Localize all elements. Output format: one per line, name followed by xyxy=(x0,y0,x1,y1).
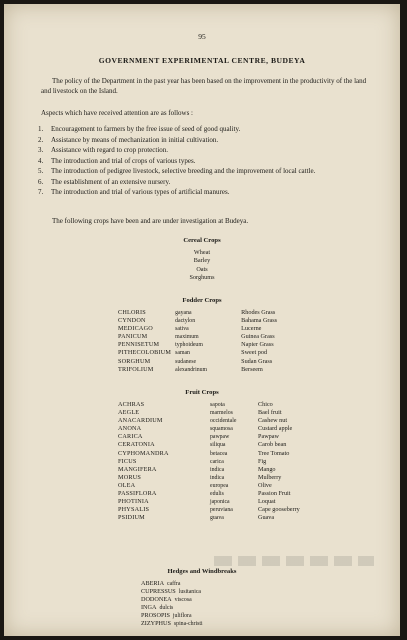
species-cell: squamosa xyxy=(210,426,233,433)
table-row xyxy=(118,317,277,325)
table-row xyxy=(118,333,277,341)
common-name-cell: Sweet pod xyxy=(241,349,268,357)
genus-cell: CHLORIS xyxy=(118,309,146,316)
list-item-number: 5. xyxy=(38,167,44,175)
list-item xyxy=(38,135,373,146)
list-item-text: Assistance with regard to crop protection. xyxy=(51,146,169,154)
intro-paragraph: The policy of the Department in the past year has been based on the improvement in the productivity of the land and livestock on the Island. xyxy=(41,77,367,96)
genus-cell: MORUS xyxy=(118,473,142,481)
table-row xyxy=(118,425,300,433)
genus-text: PROSOPIS xyxy=(141,612,170,620)
document-page xyxy=(4,4,400,636)
aspects-heading: Aspects which have received attention are as follows : xyxy=(41,109,194,117)
genus-cell: MANGIFERA xyxy=(118,465,157,473)
list-item xyxy=(38,124,373,135)
species-cell: siliqua xyxy=(210,442,226,449)
list-item-number: 4. xyxy=(38,156,44,165)
list-item xyxy=(38,156,373,167)
cereal-heading: Cereal Crops xyxy=(183,237,221,244)
common-name-cell: Mulberry xyxy=(258,473,282,481)
list-item xyxy=(141,620,203,628)
genus-cell: PASSIFLORA xyxy=(118,490,157,498)
common-name-cell: Chico xyxy=(258,401,273,408)
species-cell: betacea xyxy=(210,450,228,457)
table-row xyxy=(118,341,277,349)
species-text: lusitanica xyxy=(178,589,201,596)
table-row xyxy=(118,349,277,357)
crops-intro: The following crops have been and are under investigation at Budeya. xyxy=(52,217,249,225)
genus-cell: MEDICAGO xyxy=(118,325,153,333)
species-cell: sativa xyxy=(175,326,189,333)
species-cell: europea xyxy=(210,482,229,489)
list-item-text: The introduction and trial of crops of various types. xyxy=(51,156,196,165)
species-cell: dactylon xyxy=(175,318,196,325)
species-cell: edulis xyxy=(210,491,224,498)
table-row xyxy=(118,433,300,441)
page-number: 95 xyxy=(198,32,206,41)
species-cell: indica xyxy=(210,466,225,473)
species-cell: pawpaw xyxy=(210,434,230,441)
genus-cell: ANACARDIUM xyxy=(118,417,163,425)
common-name-cell: Cashew nut xyxy=(258,417,288,425)
list-item-text: The introduction of pedigree livestock, selective breeding and the improvement of local cattle. xyxy=(51,167,316,175)
table-row xyxy=(118,490,300,498)
table-row xyxy=(118,458,300,466)
common-name-cell: Tree Tomato xyxy=(258,449,290,457)
hedges-list xyxy=(141,580,203,629)
table-row xyxy=(118,466,300,474)
fodder-heading: Fodder Crops xyxy=(182,297,222,304)
table-row xyxy=(118,482,300,490)
species-cell: peruviana xyxy=(210,507,233,514)
fruit-table xyxy=(118,401,300,522)
list-item-text: Encouragement to farmers by the free issue of seed of good quality. xyxy=(51,125,241,133)
genus-cell: AEGLE xyxy=(118,409,140,417)
table-row xyxy=(118,450,300,458)
table-row xyxy=(118,441,300,449)
table-row xyxy=(118,401,300,409)
genus-cell: ACHRAS xyxy=(118,401,145,408)
species-cell: marmelos xyxy=(210,410,233,417)
common-name-cell: Sudan Grass xyxy=(241,357,273,365)
cereal-item: Wheat xyxy=(193,249,211,256)
table-row xyxy=(118,498,300,506)
common-name-cell: Loquat xyxy=(258,498,276,506)
table-row xyxy=(118,417,300,425)
list-item-number: 7. xyxy=(38,188,44,196)
common-name-cell: Berseem xyxy=(241,365,263,373)
table-row xyxy=(118,409,300,417)
cereal-list xyxy=(4,249,400,283)
list-item xyxy=(141,596,203,604)
fodder-table xyxy=(118,309,277,374)
common-name-cell: Bahama Grass xyxy=(241,317,278,325)
genus-cell: PHYSALIS xyxy=(118,506,150,514)
cereal-item: Sorghums xyxy=(189,274,215,282)
genus-cell: CYNDON xyxy=(118,317,146,325)
species-cell: japonica xyxy=(210,499,230,506)
cereal-item: Oats xyxy=(196,265,208,273)
table-row xyxy=(118,514,300,522)
list-item-text: The introduction and trial of various types of artificial manures. xyxy=(51,188,230,196)
genus-text: DODONEA xyxy=(141,596,172,604)
genus-cell: PSIDIUM xyxy=(118,514,145,522)
list-item-number: 1. xyxy=(38,125,44,133)
species-cell: alexandrinum xyxy=(175,366,208,373)
genus-cell: CERATONIA xyxy=(118,441,155,449)
species-text: caffra xyxy=(167,581,181,587)
list-item xyxy=(141,612,203,620)
genus-text: CUPRESSUS xyxy=(141,588,176,596)
species-cell: gayana xyxy=(175,310,192,316)
species-text: spina-christi xyxy=(173,621,203,628)
genus-cell: TRIFOLIUM xyxy=(118,365,154,373)
common-name-cell: Mango xyxy=(258,465,276,473)
genus-cell: SORGHUM xyxy=(118,357,151,365)
genus-cell: CYPHOMANDRA xyxy=(118,449,169,457)
species-cell: sapota xyxy=(210,402,225,408)
table-row xyxy=(118,325,277,333)
table-row xyxy=(118,474,300,482)
list-item xyxy=(141,588,203,596)
common-name-cell: Guava xyxy=(258,514,275,522)
species-cell: guava xyxy=(210,515,224,522)
genus-cell: OLEA xyxy=(118,481,136,489)
table-row xyxy=(118,366,277,374)
common-name-cell: Olive xyxy=(258,481,272,489)
species-cell: saman xyxy=(175,350,190,357)
species-text: juliflora xyxy=(172,613,192,620)
list-item xyxy=(141,580,203,588)
genus-text: ABERIA xyxy=(141,580,165,587)
common-name-cell: Fig xyxy=(258,457,267,465)
common-name-cell: Guinea Grass xyxy=(241,333,275,341)
list-item-number: 3. xyxy=(38,146,44,154)
genus-cell: CARICA xyxy=(118,433,143,441)
common-name-cell: Pawpaw xyxy=(258,433,279,441)
aspects-list xyxy=(38,124,373,198)
common-name-cell: Bael fruit xyxy=(258,409,282,417)
common-name-cell: Lucerne xyxy=(241,325,262,333)
hedges-heading: Hedges and Windbreaks xyxy=(167,568,237,575)
genus-cell: PENNISETUM xyxy=(118,341,160,349)
species-text: dulcis xyxy=(159,605,174,612)
common-name-cell: Cape gooseberry xyxy=(258,506,300,514)
common-name-cell: Napier Grass xyxy=(241,341,274,349)
genus-cell: ANONA xyxy=(118,425,142,433)
genus-text: INGA xyxy=(141,604,157,612)
genus-cell: PANICUM xyxy=(118,333,148,341)
list-item-number: 6. xyxy=(38,177,44,186)
list-item xyxy=(38,166,373,177)
genus-text: ZIZYPHUS xyxy=(141,620,171,628)
list-item-text: The establishment of an extensive nursery. xyxy=(51,177,171,186)
genus-cell: PITHECOLOBIUM xyxy=(118,349,172,357)
table-row xyxy=(118,309,277,317)
list-item-number: 2. xyxy=(38,135,44,144)
species-cell: carica xyxy=(210,458,224,465)
list-item xyxy=(38,177,373,188)
species-text: viscosa xyxy=(174,597,192,604)
table-row xyxy=(118,506,300,514)
common-name-cell: Rhodes Grass xyxy=(241,309,276,316)
list-item xyxy=(38,187,373,198)
species-cell: typhoideum xyxy=(175,342,203,349)
common-name-cell: Custard apple xyxy=(258,425,293,433)
cereal-item: Barley xyxy=(193,257,211,265)
list-item xyxy=(38,145,373,156)
page-title: GOVERNMENT EXPERIMENTAL CENTRE, BUDEYA xyxy=(98,56,306,65)
common-name-cell: Carob bean xyxy=(258,441,287,449)
species-cell: sudanese xyxy=(175,358,197,365)
genus-cell: PHOTINIA xyxy=(118,498,149,506)
fruit-heading: Fruit Crops xyxy=(185,389,219,396)
species-cell: maximum xyxy=(175,334,199,341)
list-item xyxy=(141,604,203,612)
species-cell: occidentale xyxy=(210,418,237,425)
species-cell: indica xyxy=(210,474,225,481)
common-name-cell: Passion Fruit xyxy=(258,490,291,498)
genus-cell: FICUS xyxy=(118,457,137,465)
table-row xyxy=(118,358,277,366)
list-item-text: Assistance by means of mechanization in initial cultivation. xyxy=(51,135,219,144)
bleed-through-text xyxy=(214,556,374,566)
